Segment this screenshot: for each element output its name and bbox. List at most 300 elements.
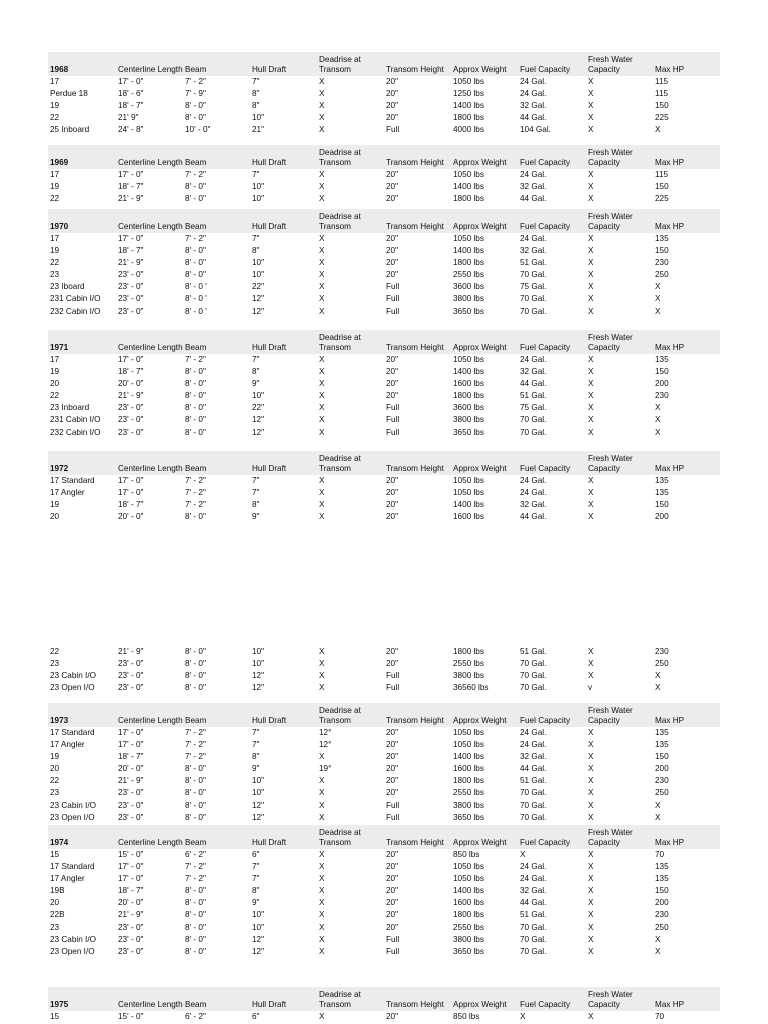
cell-length: 23' - 0" xyxy=(118,812,144,822)
cell-fresh-water: X xyxy=(588,282,594,292)
year-label: 1971 xyxy=(50,343,69,352)
table-row xyxy=(48,88,720,100)
cell-beam: 8' - 0" xyxy=(185,776,206,786)
cell-model: 23 Inboard xyxy=(50,403,90,413)
cell-fresh-water: X xyxy=(588,922,594,932)
cell-length: 23' - 0" xyxy=(118,922,144,932)
cell-length: 23' - 0" xyxy=(118,306,144,316)
cell-deadrise: X xyxy=(319,671,325,681)
cell-fresh-water: X xyxy=(588,910,594,920)
cell-length: 24' - 8" xyxy=(118,125,144,135)
cell-hull-draft: 8" xyxy=(252,367,260,377)
cell-deadrise: 19° xyxy=(319,764,332,774)
cell-deadrise: X xyxy=(319,415,325,425)
table-row xyxy=(48,281,720,293)
column-header-water: Fresh Water Capacity xyxy=(588,990,633,1009)
cell-length: 17' - 0" xyxy=(118,874,144,884)
cell-transom-height: Full xyxy=(386,427,400,437)
cell-hull-draft: 10" xyxy=(252,910,265,920)
table-row xyxy=(48,169,720,181)
cell-length: 21' - 9" xyxy=(118,776,144,786)
cell-model: 23 Iboard xyxy=(50,282,85,292)
cell-deadrise: X xyxy=(319,862,325,872)
table-row xyxy=(48,739,720,751)
cell-transom-height: 20" xyxy=(386,77,399,86)
cell-max-hp: 250 xyxy=(655,270,669,280)
cell-hull-draft: 12" xyxy=(252,427,265,437)
column-header-water: Fresh Water Capacity xyxy=(588,212,633,231)
cell-length: 17' - 0" xyxy=(118,234,144,243)
cell-deadrise: X xyxy=(319,113,325,123)
cell-max-hp: 230 xyxy=(655,776,669,786)
cell-beam: 8' - 0" xyxy=(185,647,206,656)
cell-hull-draft: 8" xyxy=(252,246,260,256)
cell-beam: 8' - 0 ' xyxy=(185,306,207,316)
cell-fuel-capacity: 104 Gal. xyxy=(520,125,551,135)
cell-fuel-capacity: 75 Gal. xyxy=(520,403,547,413)
cell-model: 20 xyxy=(50,898,60,908)
table-row xyxy=(48,682,720,694)
cell-fuel-capacity: 70 Gal. xyxy=(520,415,547,425)
cell-hull-draft: 9" xyxy=(252,898,260,908)
column-header-beam: Beam xyxy=(185,838,207,847)
table-row xyxy=(48,181,720,193)
year-section xyxy=(48,209,720,318)
cell-approx-weight: 1050 lbs xyxy=(453,728,484,737)
cell-beam: 10' - 0" xyxy=(185,125,211,135)
cell-approx-weight: 1800 lbs xyxy=(453,113,484,123)
cell-transom-height: 20" xyxy=(386,367,399,377)
cell-deadrise: X xyxy=(319,476,325,485)
cell-fuel-capacity: 24 Gal. xyxy=(520,862,547,872)
cell-fresh-water: X xyxy=(588,850,594,859)
cell-fresh-water: X xyxy=(588,170,594,179)
cell-fuel-capacity: 51 Gal. xyxy=(520,391,547,401)
cell-max-hp: X xyxy=(655,946,661,956)
column-header-fuel: Fuel Capacity xyxy=(520,158,571,167)
cell-model: 17 Standard xyxy=(50,476,95,485)
table-row xyxy=(48,487,720,499)
cell-beam: 7' - 2" xyxy=(185,740,206,750)
cell-max-hp: 150 xyxy=(655,101,669,111)
cell-deadrise: X xyxy=(319,355,325,364)
table-row xyxy=(48,885,720,897)
cell-deadrise: X xyxy=(319,1012,325,1021)
cell-model: 23 Cabin I/O xyxy=(50,671,96,681)
cell-model: 20 xyxy=(50,512,60,522)
cell-fuel-capacity: 51 Gal. xyxy=(520,647,547,656)
cell-approx-weight: 1800 lbs xyxy=(453,391,484,401)
cell-fresh-water: X xyxy=(588,367,594,377)
cell-model: 19 xyxy=(50,246,60,256)
cell-approx-weight: 1800 lbs xyxy=(453,194,484,204)
cell-approx-weight: 1400 lbs xyxy=(453,367,484,377)
cell-approx-weight: 1800 lbs xyxy=(453,647,484,656)
cell-approx-weight: 2550 lbs xyxy=(453,659,484,669)
column-header-weight: Approx Weight xyxy=(453,464,507,473)
column-header-beam: Beam xyxy=(185,343,207,352)
cell-approx-weight: 1050 lbs xyxy=(453,874,484,884)
cell-max-hp: 230 xyxy=(655,647,669,656)
cell-fresh-water: X xyxy=(588,194,594,204)
cell-max-hp: 200 xyxy=(655,379,669,389)
cell-approx-weight: 1050 lbs xyxy=(453,740,484,750)
column-header-deadrise: Deadrise at Transom xyxy=(319,148,361,167)
cell-beam: 7' - 2" xyxy=(185,862,206,872)
column-header-water: Fresh Water Capacity xyxy=(588,454,633,473)
cell-fuel-capacity: 44 Gal. xyxy=(520,379,547,389)
cell-max-hp: 150 xyxy=(655,367,669,377)
cell-deadrise: X xyxy=(319,294,325,304)
cell-transom-height: 20" xyxy=(386,234,399,243)
cell-approx-weight: 1050 lbs xyxy=(453,862,484,872)
cell-deadrise: X xyxy=(319,89,325,99)
cell-fresh-water: X xyxy=(588,270,594,280)
cell-beam: 7' - 2" xyxy=(185,77,206,86)
cell-length: 15' - 0" xyxy=(118,850,144,859)
cell-approx-weight: 850 lbs xyxy=(453,850,480,859)
cell-fresh-water: X xyxy=(588,898,594,908)
cell-length: 21' - 9" xyxy=(118,647,144,656)
column-header-length: Centerline Length xyxy=(118,716,183,725)
table-row xyxy=(48,475,720,487)
cell-fresh-water: X xyxy=(588,427,594,437)
cell-model: 19 xyxy=(50,101,60,111)
cell-deadrise: X xyxy=(319,282,325,292)
cell-transom-height: Full xyxy=(386,403,400,413)
year-label: 1973 xyxy=(50,716,69,725)
cell-hull-draft: 9" xyxy=(252,379,260,389)
cell-transom-height: 20" xyxy=(386,740,399,750)
cell-deadrise: X xyxy=(319,910,325,920)
column-header-weight: Approx Weight xyxy=(453,343,507,352)
cell-fresh-water: X xyxy=(588,113,594,123)
cell-max-hp: 135 xyxy=(655,874,669,884)
cell-length: 18' - 7" xyxy=(118,101,144,111)
cell-model: 23 Cabin I/O xyxy=(50,934,96,944)
cell-model: 19B xyxy=(50,886,65,896)
cell-transom-height: 20" xyxy=(386,647,399,656)
cell-transom-height: 20" xyxy=(386,194,399,204)
cell-max-hp: 225 xyxy=(655,113,669,123)
cell-fuel-capacity: 32 Gal. xyxy=(520,500,547,510)
cell-max-hp: 230 xyxy=(655,910,669,920)
year-label: 1968 xyxy=(50,65,69,74)
cell-fuel-capacity: 24 Gal. xyxy=(520,874,547,884)
cell-model: 19 xyxy=(50,182,60,192)
cell-beam: 8' - 0" xyxy=(185,898,206,908)
cell-hull-draft: 10" xyxy=(252,647,265,656)
cell-max-hp: X xyxy=(655,683,661,693)
cell-approx-weight: 1600 lbs xyxy=(453,764,484,774)
cell-fuel-capacity: 32 Gal. xyxy=(520,101,547,111)
cell-fuel-capacity: 44 Gal. xyxy=(520,194,547,204)
cell-deadrise: X xyxy=(319,874,325,884)
cell-deadrise: X xyxy=(319,367,325,377)
cell-transom-height: Full xyxy=(386,671,400,681)
cell-length: 23' - 0" xyxy=(118,403,144,413)
cell-fresh-water: X xyxy=(588,752,594,762)
year-label: 1972 xyxy=(50,464,69,473)
cell-transom-height: 20" xyxy=(386,270,399,280)
cell-fresh-water: X xyxy=(588,101,594,111)
cell-model: 20 xyxy=(50,379,60,389)
cell-approx-weight: 1800 lbs xyxy=(453,776,484,786)
cell-fuel-capacity: 70 Gal. xyxy=(520,683,547,693)
cell-approx-weight: 1600 lbs xyxy=(453,898,484,908)
cell-length: 23' - 0" xyxy=(118,671,144,681)
cell-beam: 8' - 0" xyxy=(185,671,206,681)
cell-approx-weight: 1050 lbs xyxy=(453,170,484,179)
section-header xyxy=(48,209,720,233)
column-header-length: Centerline Length xyxy=(118,65,183,74)
cell-max-hp: 200 xyxy=(655,898,669,908)
cell-model: 15 xyxy=(50,1012,60,1021)
cell-model: 17 Standard xyxy=(50,728,95,737)
table-row xyxy=(48,763,720,775)
column-header-draft: Hull Draft xyxy=(252,838,287,847)
table-row xyxy=(48,100,720,112)
column-header-fuel: Fuel Capacity xyxy=(520,222,571,231)
cell-transom-height: Full xyxy=(386,415,400,425)
cell-transom-height: Full xyxy=(386,800,400,810)
cell-hull-draft: 10" xyxy=(252,270,265,280)
table-row xyxy=(48,658,720,670)
cell-fresh-water: X xyxy=(588,740,594,750)
cell-beam: 8' - 0" xyxy=(185,512,206,522)
cell-max-hp: 115 xyxy=(655,89,669,99)
section-header xyxy=(48,145,720,169)
cell-model: 232 Cabin I/O xyxy=(50,306,101,316)
cell-approx-weight: 3650 lbs xyxy=(453,306,484,316)
cell-hull-draft: 12" xyxy=(252,294,265,304)
cell-transom-height: Full xyxy=(386,683,400,693)
cell-hull-draft: 8" xyxy=(252,101,260,111)
cell-beam: 8' - 0" xyxy=(185,391,206,401)
cell-max-hp: 250 xyxy=(655,659,669,669)
column-header-draft: Hull Draft xyxy=(252,65,287,74)
cell-transom-height: 20" xyxy=(386,512,399,522)
cell-transom-height: 20" xyxy=(386,788,399,798)
cell-max-hp: X xyxy=(655,415,661,425)
cell-model: 19 xyxy=(50,367,60,377)
cell-model: 22 xyxy=(50,194,60,204)
cell-approx-weight: 4000 lbs xyxy=(453,125,484,135)
cell-beam: 6' - 2" xyxy=(185,850,206,859)
cell-fuel-capacity: 44 Gal. xyxy=(520,512,547,522)
table-row xyxy=(48,306,720,318)
cell-deadrise: X xyxy=(319,659,325,669)
cell-length: 18' - 6" xyxy=(118,89,144,99)
table-row xyxy=(48,812,720,824)
cell-fuel-capacity: 70 Gal. xyxy=(520,934,547,944)
cell-deadrise: 12° xyxy=(319,740,332,750)
table-row xyxy=(48,897,720,909)
table-row xyxy=(48,775,720,787)
column-header-deadrise: Deadrise at Transom xyxy=(319,990,361,1009)
cell-fresh-water: X xyxy=(588,788,594,798)
table-row xyxy=(48,849,720,861)
cell-deadrise: X xyxy=(319,125,325,135)
column-header-weight: Approx Weight xyxy=(453,222,507,231)
cell-deadrise: X xyxy=(319,101,325,111)
cell-hull-draft: 12" xyxy=(252,934,265,944)
column-header-fuel: Fuel Capacity xyxy=(520,1000,571,1009)
column-header-transom: Transom Height xyxy=(386,464,444,473)
cell-hull-draft: 10" xyxy=(252,182,265,192)
table-row xyxy=(48,499,720,511)
cell-length: 18' - 7" xyxy=(118,367,144,377)
table-row xyxy=(48,245,720,257)
cell-length: 17' - 0" xyxy=(118,355,144,364)
cell-hull-draft: 6" xyxy=(252,1012,260,1021)
cell-hull-draft: 7" xyxy=(252,862,260,872)
cell-beam: 7' - 2" xyxy=(185,500,206,510)
cell-deadrise: X xyxy=(319,258,325,268)
cell-length: 21' - 9" xyxy=(118,194,144,204)
cell-beam: 8' - 0" xyxy=(185,194,206,204)
cell-deadrise: X xyxy=(319,683,325,693)
cell-length: 18' - 7" xyxy=(118,246,144,256)
column-header-length: Centerline Length xyxy=(118,838,183,847)
table-row xyxy=(48,390,720,402)
cell-fuel-capacity: 32 Gal. xyxy=(520,886,547,896)
cell-approx-weight: 1050 lbs xyxy=(453,355,484,364)
cell-transom-height: 20" xyxy=(386,874,399,884)
cell-beam: 8' - 0" xyxy=(185,812,206,822)
cell-deadrise: X xyxy=(319,788,325,798)
cell-beam: 8' - 0" xyxy=(185,415,206,425)
cell-beam: 8' - 0" xyxy=(185,270,206,280)
cell-fresh-water: X xyxy=(588,500,594,510)
cell-fresh-water: X xyxy=(588,182,594,192)
table-row xyxy=(48,427,720,439)
cell-transom-height: 20" xyxy=(386,862,399,872)
cell-transom-height: Full xyxy=(386,306,400,316)
cell-max-hp: 150 xyxy=(655,500,669,510)
column-header-water: Fresh Water Capacity xyxy=(588,55,633,74)
cell-transom-height: 20" xyxy=(386,246,399,256)
column-header-transom: Transom Height xyxy=(386,1000,444,1009)
cell-hull-draft: 7" xyxy=(252,740,260,750)
cell-length: 18' - 7" xyxy=(118,886,144,896)
column-header-beam: Beam xyxy=(185,65,207,74)
year-section xyxy=(48,451,720,523)
cell-deadrise: X xyxy=(319,77,325,86)
table-row xyxy=(48,402,720,414)
cell-fresh-water: X xyxy=(588,355,594,364)
section-header xyxy=(48,825,720,849)
column-header-length: Centerline Length xyxy=(118,464,183,473)
cell-max-hp: 70 xyxy=(655,850,665,859)
column-header-beam: Beam xyxy=(185,716,207,725)
cell-hull-draft: 7" xyxy=(252,77,260,86)
table-row xyxy=(48,873,720,885)
cell-fuel-capacity: 70 Gal. xyxy=(520,671,547,681)
table-row xyxy=(48,293,720,305)
column-header-beam: Beam xyxy=(185,1000,207,1009)
cell-hull-draft: 12" xyxy=(252,415,265,425)
cell-fresh-water: X xyxy=(588,728,594,737)
cell-fuel-capacity: 24 Gal. xyxy=(520,234,547,243)
cell-max-hp: X xyxy=(655,282,661,292)
cell-fresh-water: X xyxy=(588,488,594,498)
cell-deadrise: X xyxy=(319,234,325,243)
table-row xyxy=(48,922,720,934)
cell-approx-weight: 1400 lbs xyxy=(453,246,484,256)
cell-max-hp: 200 xyxy=(655,512,669,522)
cell-approx-weight: 1050 lbs xyxy=(453,488,484,498)
cell-fuel-capacity: 24 Gal. xyxy=(520,170,547,179)
cell-hull-draft: 7" xyxy=(252,874,260,884)
cell-fresh-water: X xyxy=(588,391,594,401)
table-row xyxy=(48,366,720,378)
cell-transom-height: 20" xyxy=(386,752,399,762)
column-header-hp: Max HP xyxy=(655,716,685,725)
cell-beam: 8' - 0" xyxy=(185,800,206,810)
table-row xyxy=(48,800,720,812)
cell-length: 23' - 0" xyxy=(118,282,144,292)
table-row xyxy=(48,946,720,958)
cell-length: 21' - 9" xyxy=(118,910,144,920)
cell-beam: 8' - 0" xyxy=(185,659,206,669)
cell-fresh-water: X xyxy=(588,659,594,669)
table-row xyxy=(48,751,720,763)
cell-max-hp: 135 xyxy=(655,476,669,485)
cell-transom-height: 20" xyxy=(386,258,399,268)
year-section xyxy=(48,646,720,694)
cell-transom-height: 20" xyxy=(386,1012,399,1021)
cell-transom-height: 20" xyxy=(386,89,399,99)
cell-approx-weight: 1250 lbs xyxy=(453,89,484,99)
cell-max-hp: X xyxy=(655,800,661,810)
cell-length: 23' - 0" xyxy=(118,934,144,944)
cell-transom-height: 20" xyxy=(386,850,399,859)
cell-approx-weight: 3800 lbs xyxy=(453,800,484,810)
cell-transom-height: 20" xyxy=(386,101,399,111)
cell-fuel-capacity: 32 Gal. xyxy=(520,367,547,377)
section-header xyxy=(48,451,720,475)
cell-model: 19 xyxy=(50,752,60,762)
cell-transom-height: 20" xyxy=(386,776,399,786)
cell-beam: 8' - 0" xyxy=(185,379,206,389)
cell-deadrise: X xyxy=(319,403,325,413)
cell-max-hp: 250 xyxy=(655,922,669,932)
column-header-transom: Transom Height xyxy=(386,343,444,352)
cell-deadrise: X xyxy=(319,647,325,656)
cell-deadrise: X xyxy=(319,379,325,389)
cell-approx-weight: 3800 lbs xyxy=(453,934,484,944)
cell-beam: 7' - 2" xyxy=(185,488,206,498)
cell-fuel-capacity: 44 Gal. xyxy=(520,764,547,774)
cell-model: 23 Open I/O xyxy=(50,683,95,693)
cell-fuel-capacity: 32 Gal. xyxy=(520,752,547,762)
cell-deadrise: X xyxy=(319,170,325,179)
cell-fuel-capacity: 44 Gal. xyxy=(520,113,547,123)
column-header-draft: Hull Draft xyxy=(252,222,287,231)
cell-length: 23' - 0" xyxy=(118,270,144,280)
cell-model: 23 xyxy=(50,788,60,798)
cell-transom-height: 20" xyxy=(386,922,399,932)
cell-model: 23 Open I/O xyxy=(50,946,95,956)
cell-length: 23' - 0" xyxy=(118,683,144,693)
cell-transom-height: 20" xyxy=(386,728,399,737)
cell-fresh-water: X xyxy=(588,647,594,656)
cell-fresh-water: X xyxy=(588,800,594,810)
cell-hull-draft: 21" xyxy=(252,125,265,135)
cell-fresh-water: X xyxy=(588,776,594,786)
cell-max-hp: 135 xyxy=(655,740,669,750)
